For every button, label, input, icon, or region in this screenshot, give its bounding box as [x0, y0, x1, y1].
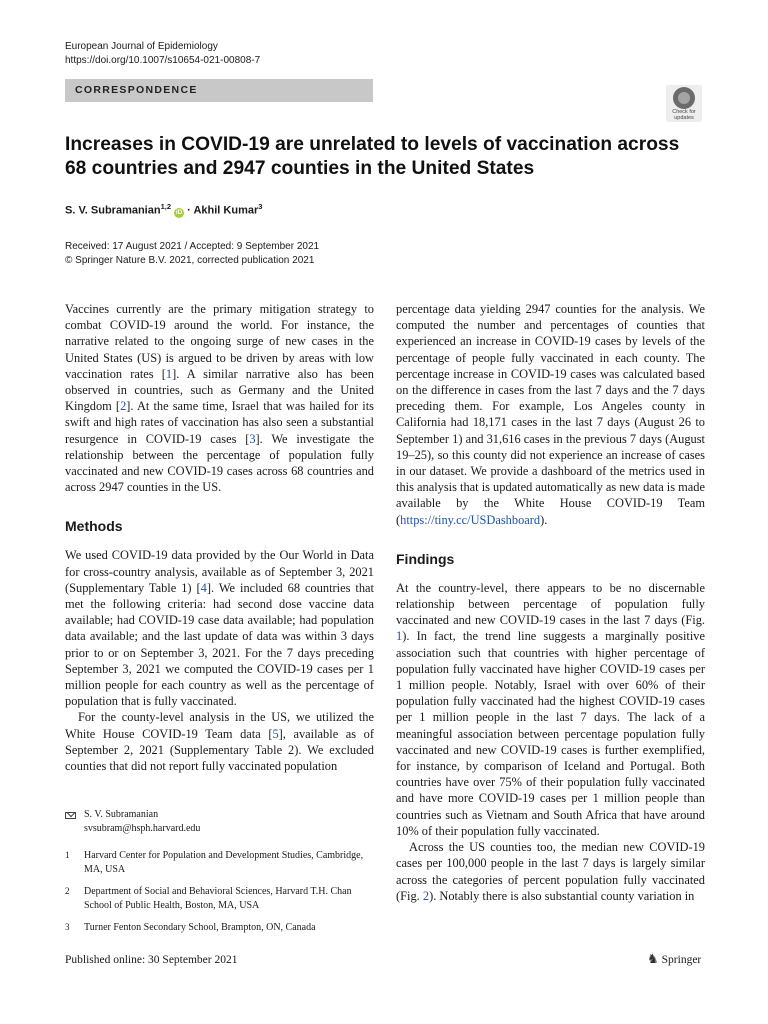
corresponding-author — [65, 808, 375, 835]
text-span: ). — [540, 512, 548, 527]
text-span: For the county-level analysis in the US, we utilized the White House COVID-19 Team data [ — [65, 710, 374, 741]
springer-horse-icon: ♞ — [647, 951, 659, 966]
citation-link[interactable]: 5 — [272, 726, 279, 741]
affiliations — [65, 808, 375, 935]
methods-continued-paragraph — [396, 301, 705, 528]
journal-header — [65, 40, 260, 68]
text-span: ). In fact, the trend line suggests a marginally positive association such that countries with higher percentage of population fully vaccinated have higher COVID-19 cases per 1 million people. Notably, Israel with over 60% of their population fully vaccinated had the highest COVID-19 cases per 1 million people in the last 7 days. The lack of a meaningful association between percentage population fully vaccinated and new COVID-19 cases is further exemplified, for instance, by comparison of Iceland and Portugal. Both countries have over 75% of their population fully vaccinated and have more COVID-19 cases per 1 million people than countries such as Vietnam and South Africa that have around 10% of their population fully vaccinated. — [396, 629, 705, 838]
text-span: ). Notably there is also substantial county variation in — [429, 888, 695, 903]
citation-link[interactable]: 4 — [200, 580, 207, 595]
dashboard-link[interactable]: https://tiny.cc/USDashboard — [400, 512, 541, 527]
affiliation-item — [65, 885, 375, 912]
text-span: ]. We included 68 countries that met the following criteria: had second dose vaccine data available; had COVID-19 case data available; had population data available; and the last update of data was within 3 days prior to or on September 3, 2021. For the 7 days preceding September 3, 2021 we computed the COVID-19 cases per 1 million people for each country as well as the percentage of population that is fully vaccinated. — [65, 580, 374, 709]
text-span: ]. We investigate the relationship between the percentage of population fully vaccinated and new COVID-19 cases across 68 countries and across 2947 counties in the US. — [65, 431, 374, 495]
figure-link[interactable]: 1 — [396, 629, 403, 644]
author-name[interactable]: Akhil Kumar — [193, 204, 259, 217]
right-column — [396, 301, 705, 904]
affiliation-item — [65, 921, 375, 935]
check-label-1: Check for — [672, 109, 696, 115]
text-span: At the country-level, there appears to be no discernable relationship between percentage of population fully vaccinated and new COVID-19 cases in the last 7 days (Fig. — [396, 580, 705, 628]
check-updates-icon — [673, 87, 695, 109]
author-affiliation-marker: 3 — [258, 202, 263, 211]
section-label: CORRESPONDENCE — [65, 79, 373, 102]
text-span: Vaccines currently are the primary mitigation strategy to combat COVID-19 around the world. For instance, the narrative related to the ongoing surge of new cases in the United States (US) is argued to be driven by areas with low vaccination rates [ — [65, 302, 374, 381]
publisher-name: Springer — [661, 954, 702, 966]
affiliation-number: 1 — [65, 850, 70, 860]
findings-heading: Findings — [396, 550, 455, 567]
text-span: percentage data yielding 2947 counties for the analysis. We computed the number and percentages of counties that experienced an increase in COVID-19 cases by levels of the percentage of people fully vaccinated in each county. The percentage increase in COVID-19 cases was calculated based on the difference in cases from the last 7 days and the 7 days preceding them. For example, Los Angeles county in California had 18,171 cases in the last 7 days (August 26 to September 1) and 31,616 cases in the previous 7 days (August 19–25), so this county did not experience an increase of cases in our dataset. We provide a dashboard of the metrics used in this analysis that is updated automatically as new data is made available by the White House COVID-19 Team ( — [396, 302, 705, 527]
text-span: ]. At the same time, Israel that was hailed for its swift and high rates of vaccination has also seen a substantial resurgence in COVID-19 cases [ — [65, 399, 374, 446]
copyright: © Springer Nature B.V. 2021, corrected publication 2021 — [65, 255, 315, 266]
envelope-icon — [65, 812, 76, 819]
check-label-2: updates — [674, 115, 694, 121]
left-column — [65, 301, 374, 774]
author-list — [65, 202, 262, 218]
citation-link[interactable]: 3 — [249, 431, 256, 446]
findings-paragraph — [396, 839, 705, 904]
methods-paragraph — [65, 547, 374, 709]
text-span: We used COVID-19 data provided by the Our World in Data for cross-country analysis, available as of September 3, 2021 (Supplementary Table 1) [ — [65, 548, 374, 595]
affiliation-text: Turner Fenton Secondary School, Brampton, ON, Canada — [84, 922, 316, 933]
author-name[interactable]: S. V. Subramanian — [65, 204, 161, 217]
article-dates — [65, 240, 319, 268]
affiliation-text: Harvard Center for Population and Development Studies, Cambridge, MA, USA — [84, 850, 364, 875]
citation-link[interactable]: 1 — [165, 366, 173, 381]
text-span: ]. A similar narrative also has been observed in countries, such as Germany and the United Kingdom [ — [65, 366, 374, 414]
orcid-icon[interactable]: iD — [175, 208, 183, 216]
text-span: Across the US counties too, the median new COVID-19 cases per 100,000 people in the last 7 days is largely similar across the categories of percent population fully vaccinated (Fig. — [396, 840, 705, 903]
methods-heading: Methods — [65, 518, 123, 535]
author-affiliation-marker: 1,2 — [160, 202, 172, 211]
methods-paragraph — [65, 709, 374, 774]
article-title: Increases in COVID-19 are unrelated to levels of vaccination across 68 countries and 2947 counties in the United States — [65, 134, 680, 179]
text-span: ], available as of September 2, 2021 (Supplementary Table 2). We excluded counties that did not report fully vaccinated population — [65, 726, 374, 774]
doi-link[interactable]: https://doi.org/10.1007/s10654-021-00808-7 — [65, 55, 261, 66]
author-separator: · — [184, 204, 194, 217]
affiliation-item — [65, 849, 375, 876]
affiliation-text: Department of Social and Behavioral Sciences, Harvard T.H. Chan School of Public Health, Boston, MA, USA — [84, 886, 352, 911]
received-accepted: Received: 17 August 2021 / Accepted: 9 September 2021 — [65, 241, 320, 252]
journal-name: European Journal of Epidemiology — [65, 41, 218, 52]
findings-paragraph — [396, 580, 705, 839]
intro-paragraph — [65, 301, 374, 495]
contact-email[interactable]: svsubram@hsph.harvard.edu — [84, 822, 201, 834]
figure-link[interactable]: 2 — [422, 888, 430, 903]
affiliation-number: 3 — [65, 922, 70, 932]
publisher-logo — [647, 951, 701, 967]
published-date: Published online: 30 September 2021 — [65, 954, 238, 966]
contact-name: S. V. Subramanian — [84, 809, 159, 820]
check-for-updates-badge[interactable] — [666, 85, 702, 122]
affiliation-number: 2 — [65, 886, 70, 896]
citation-link[interactable]: 2 — [120, 399, 127, 414]
